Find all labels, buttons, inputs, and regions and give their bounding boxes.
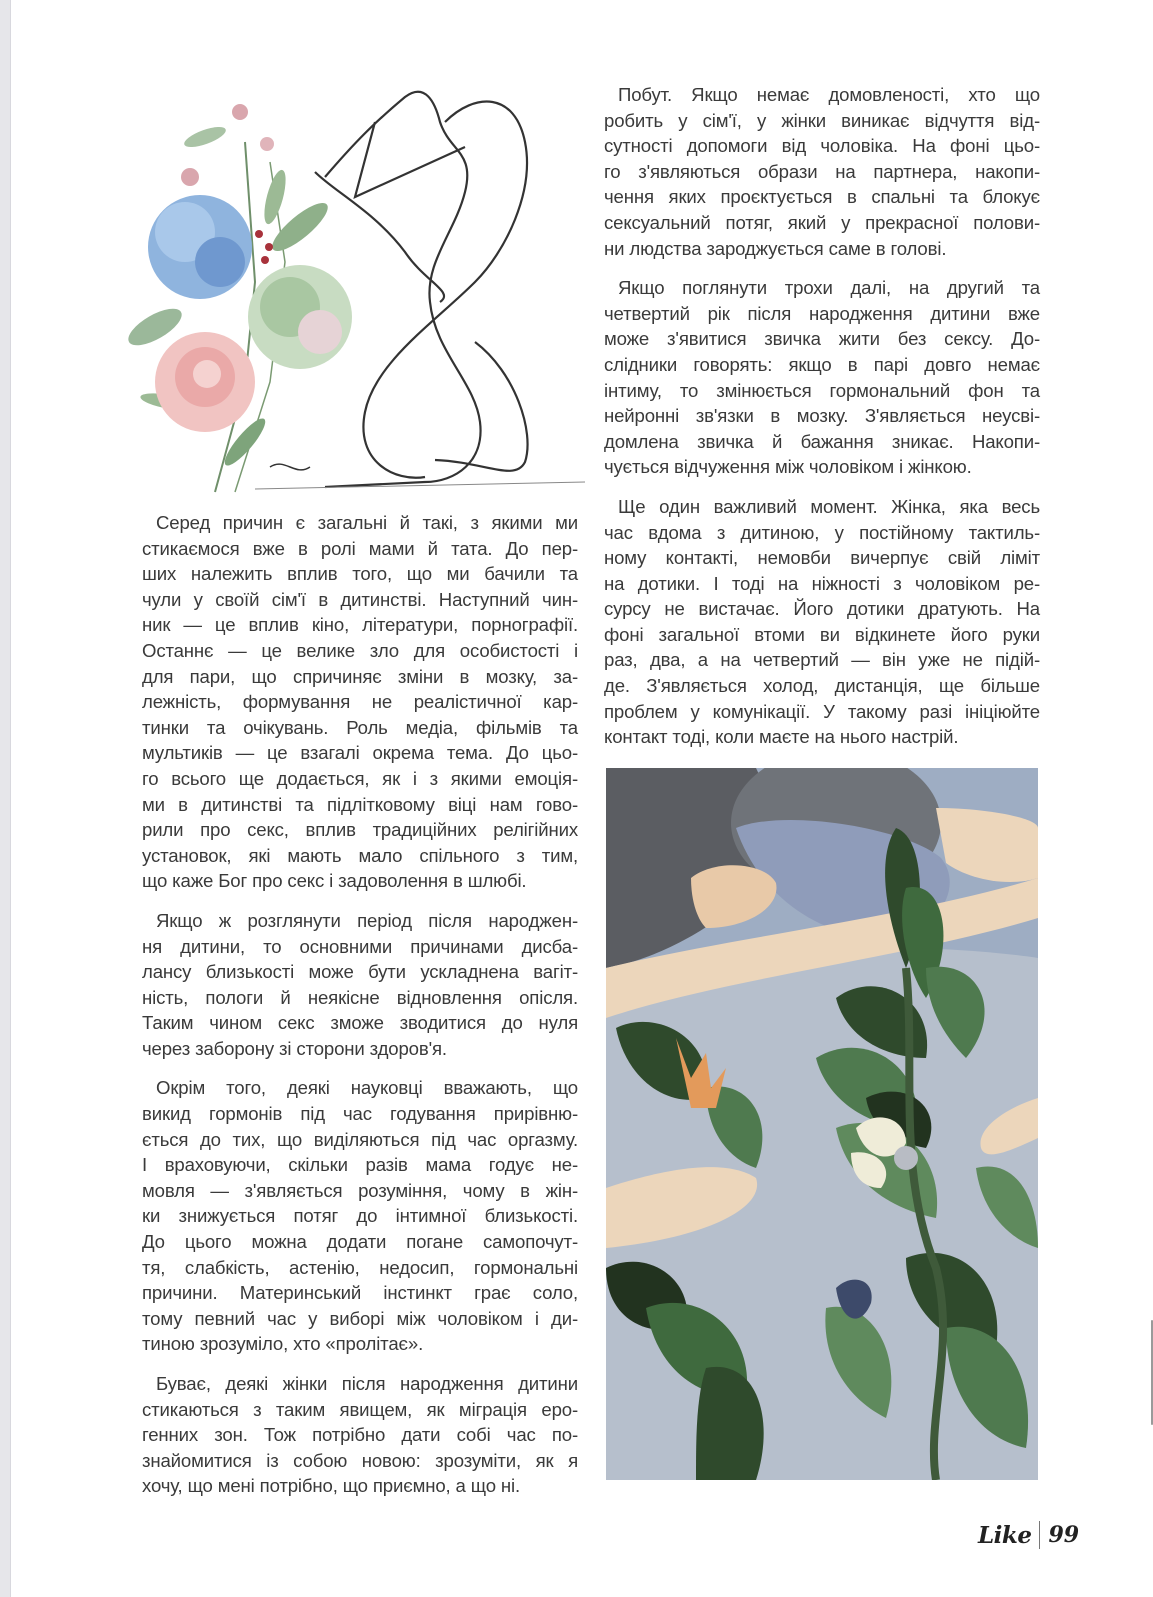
text-line: Побут. Якщо немає домовленості, хто що — [618, 84, 1040, 105]
text-line: ник — це вплив кіно, літератури, порнографії. — [142, 614, 578, 636]
text-line: раз, два, а на четвертий — він уже не підій- — [604, 649, 1040, 671]
text-line: го всього ще додається, як і з якими емоція- — [142, 767, 578, 789]
text-line: сексуальний потяг, який у прекрасної полови- — [604, 211, 1040, 233]
text-line: Останнє — це велике зло для особистості і — [142, 639, 578, 661]
text-line: Окрім того, деякі науковці вважають, що — [156, 1077, 578, 1099]
text-line: тинки та очікувань. Роль медіа, фільмів та — [142, 716, 578, 738]
paragraph-causes — [142, 510, 578, 894]
text-line: що каже Бог про секс і задоволення в шлюбі. — [142, 870, 527, 892]
text-line: робить у сім'ї, у жінки виникає відчуття від- — [604, 109, 1040, 131]
text-line: генних зон. Тож потрібно дати собі час по- — [142, 1424, 578, 1446]
text-line: стикаються з таким явищем, як міграція еро- — [142, 1398, 578, 1420]
text-line: рили про секс, вплив традиційних релігійних — [142, 819, 578, 841]
paragraph-touch-limit — [604, 494, 1040, 750]
flower-bouquet — [123, 104, 352, 492]
text-line: Ще один важливий момент. Жінка, яка весь — [618, 495, 1040, 517]
text-line: на дотики. І тоді на ніжності з чоловіком ре- — [604, 572, 1040, 594]
text-line: хочу, що мені потрібно, що приємно, а що ні. — [142, 1475, 521, 1497]
paragraph-erogenous-zones — [142, 1371, 578, 1499]
text-line: тиною зрозуміло, хто «пролітає». — [142, 1333, 424, 1355]
text-line: Якщо ж розглянути період після народжен- — [156, 909, 578, 931]
text-line: ність, пологи й неякісне відновлення опісля. — [142, 986, 578, 1008]
text-line: ня дитини, то основними причинами дисба- — [142, 935, 578, 957]
text-line: ється до тих, що виділяються під час оргазму. — [142, 1128, 578, 1150]
text-line: тому певний час у виборі між чоловіком і ди- — [142, 1307, 578, 1329]
text-line: знайомитися із собою новою: зрозуміти, як я — [142, 1449, 578, 1471]
text-line: нейронні зв'язки в мозку. З'являється неусві- — [604, 405, 1040, 427]
text-line: тя, слабкість, астенію, недосип, гормональні — [142, 1256, 578, 1278]
text-line: Якщо поглянути трохи далі, на другий та — [618, 277, 1040, 299]
page-footer — [978, 1520, 1079, 1550]
text-line: чується відчуження між чоловіком і жінкою. — [604, 456, 972, 478]
text-line: сурсу не вистачає. Його дотики дратують. На — [604, 598, 1040, 620]
text-line: через заборону зі сторони здоров'я. — [142, 1037, 447, 1059]
text-line: І враховуючи, скільки разів мама годує не- — [142, 1154, 578, 1176]
illustration-line-art-woman — [95, 82, 590, 494]
text-line: ших належить вплив того, що ми бачили та — [142, 563, 578, 585]
text-line: лежність, формування не реалістичної кар- — [142, 691, 578, 713]
paragraph-household — [604, 82, 1040, 261]
text-line: чення яких проєктується в спальні та блокує — [604, 186, 1040, 208]
text-line: інтиму, то змінюється гормональний фон та — [604, 379, 1040, 401]
text-line: го з'являються образи на партнера, накопи- — [604, 160, 1040, 182]
text-line: ному контакті, немовби вичерпує свій ліміт — [604, 547, 1040, 569]
text-line: четвертий рік після народження дитини вже — [604, 302, 1040, 324]
text-line: де. З'являється холод, дистанція, ще більше — [604, 675, 1040, 697]
text-line: Таким чином секс зможе зводитися до нуля — [142, 1012, 578, 1034]
paragraph-hormones — [142, 1075, 578, 1357]
magazine-brand: Like — [978, 1521, 1032, 1549]
text-line: установок, які мають мало спільного з тим, — [142, 844, 578, 866]
article-column-left — [142, 510, 578, 1513]
text-line: фоні загальної втоми ви відкинете його руки — [604, 623, 1040, 645]
text-line: Серед причин є загальні й такі, з якими ми — [156, 512, 578, 533]
text-line: ми в дитинстві та підлітковому віці нам гово- — [142, 793, 578, 815]
text-line: слідники говорять: якщо в парі довго немає — [604, 353, 1040, 375]
text-line: домлена звичка й бажання зникає. Накопи- — [604, 430, 1040, 452]
paragraph-after-birth — [142, 908, 578, 1062]
text-line: До цього можна додати погане самопочут- — [142, 1231, 578, 1253]
text-line: лансу близькості може бути ускладнена вагіт- — [142, 961, 578, 983]
text-line: ки знижується потяг до інтимної близькості. — [142, 1205, 578, 1227]
text-line: може з'явитися звичка жити без сексу. До- — [604, 328, 1040, 350]
text-line: причини. Материнський інстинкт грає соло, — [142, 1282, 578, 1304]
text-line: мультиків — це взагалі окрема тема. До цьо- — [142, 742, 578, 764]
footer-divider — [1039, 1521, 1040, 1549]
text-line: стикаємося вже в ролі мами й тата. До пер- — [142, 537, 578, 559]
paragraph-habit — [604, 275, 1040, 480]
viewer-left-edge — [0, 0, 11, 1597]
text-line: Буває, деякі жінки після народження дитини — [156, 1373, 578, 1394]
text-line: чули у своїй сім'ї в дитинстві. Наступний чин- — [142, 588, 578, 610]
article-column-right — [604, 82, 1040, 764]
text-line: проблем у комунікації. У такому разі ініціюйте — [604, 700, 1040, 722]
text-line: мовля — з'являється розуміння, чому в жін- — [142, 1179, 578, 1201]
text-line: для пари, що спричиняє зміни в мозку, за- — [142, 665, 578, 687]
text-line: контакт тоді, коли маєте на нього настрій. — [604, 726, 959, 748]
text-line: ни людства зароджується саме в голові. — [604, 237, 947, 259]
text-line: час вдома з дитиною, у постійному тактиль- — [604, 521, 1040, 543]
text-line: викид гормонів під час годування прирівню- — [142, 1103, 578, 1125]
text-line: сутності допомоги від чоловіка. На фоні цьо- — [604, 135, 1040, 157]
illustration-embracing-couple — [606, 768, 1038, 1480]
page-number: 99 — [1048, 1522, 1080, 1548]
